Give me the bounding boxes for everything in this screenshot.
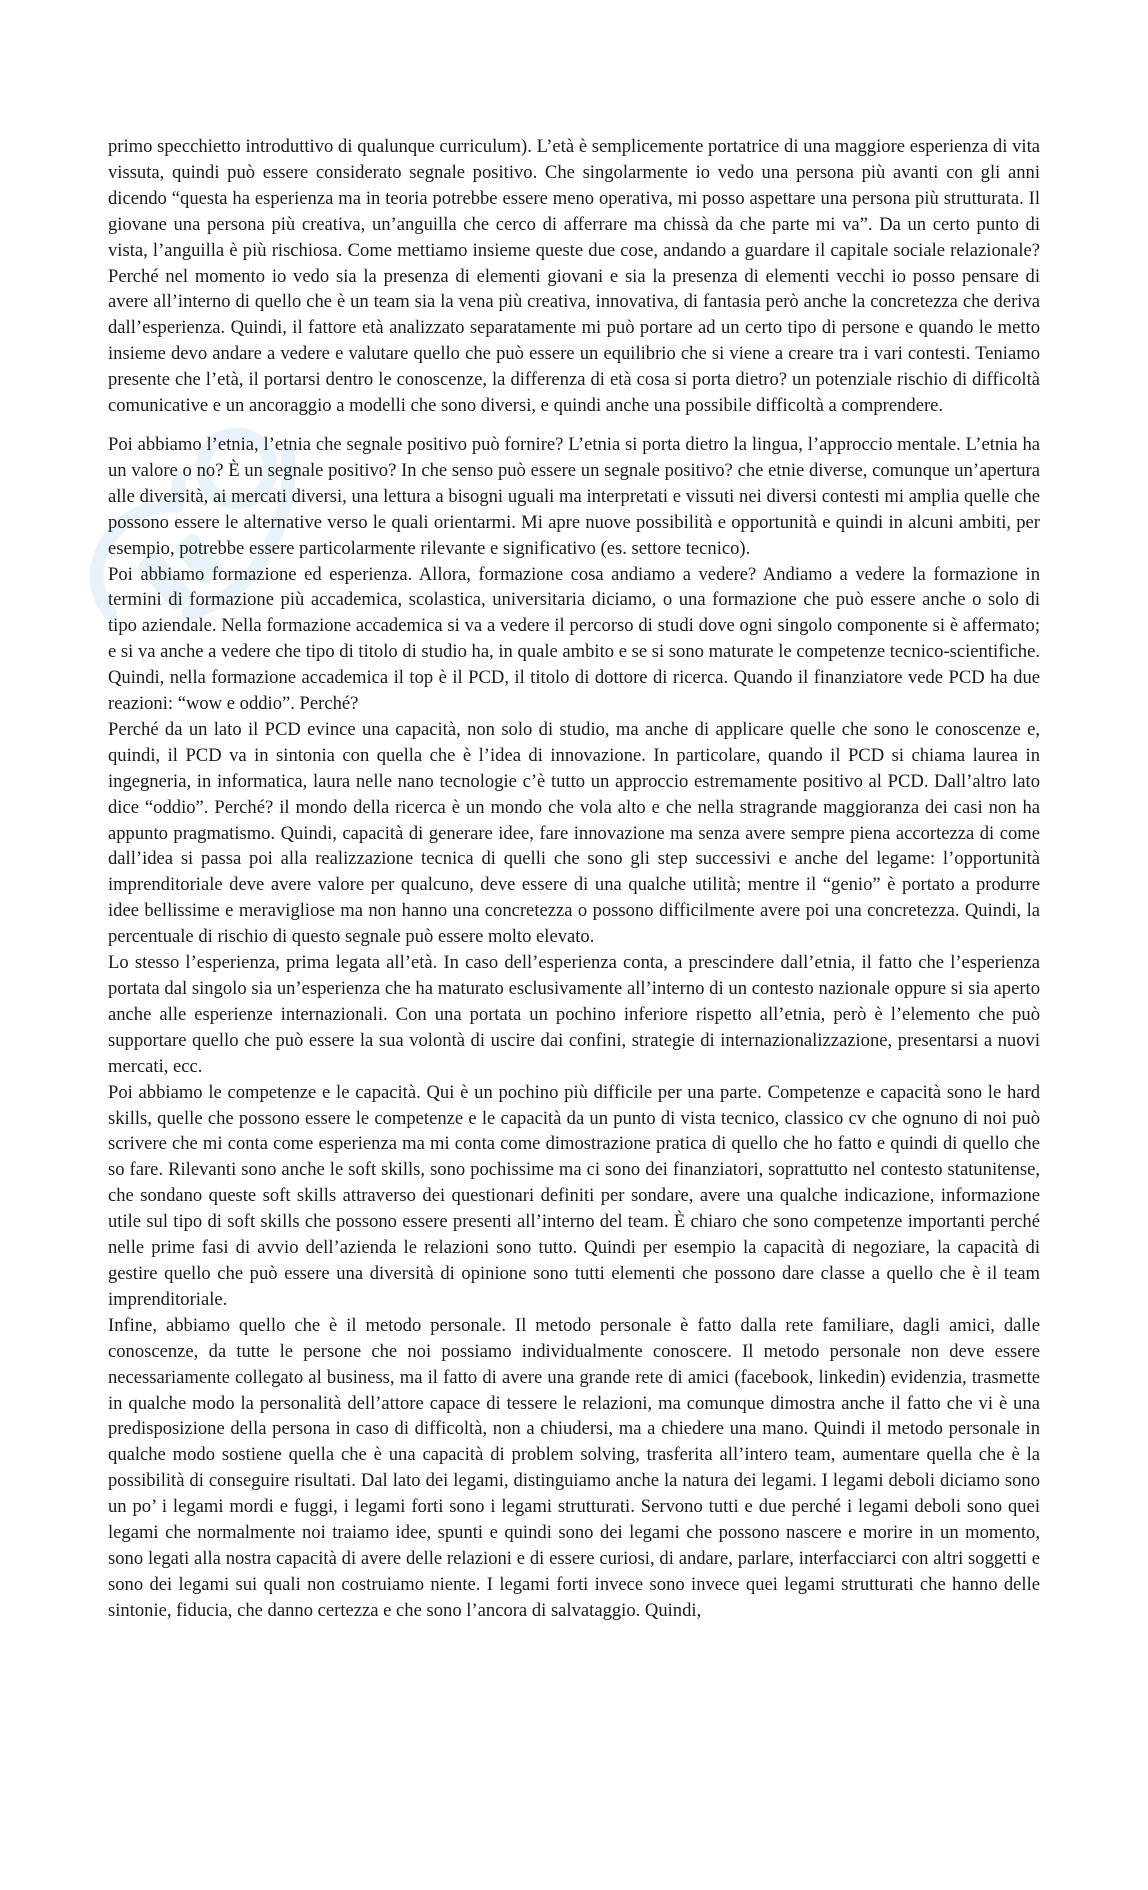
- paragraph-pcd: Perché da un lato il PCD evince una capacità, non solo di studio, ma anche di applicare quelle che sono le conoscenze e, quindi, il PCD va in sintonia con quella che è l’idea di innovazione. In particolare, quando il PCD si chiama laurea in ingegneria, in informatica, laura nelle nano tecnologie c’è tutto un approccio estremamente positivo al PCD. Dall’altro lato dice “oddio”. Perché? il mondo della ricerca è un mondo che vola alto e che nella stragrande maggioranza dei casi non ha appunto pragmatismo. Quindi, capacità di generare idee, fare innovazione ma senza avere sempre piena accortezza di come dall’idea si passa poi alla realizzazione tecnica di quelli che sono gli step successivi e anche del legame: l’opportunità imprenditoriale deve avere valore per qualcuno, deve essere di una qualche utilità; mentre il “genio” è portato a produrre idee bellissime e meravigliose ma non hanno una concretezza o possono difficilmente avere poi una concretezza. Quindi, la percentuale di rischio di questo segnale può essere molto elevato.: [108, 718, 1040, 948]
- document-page: [108, 134, 1040, 1624]
- paragraph-eta: primo specchietto introduttivo di qualunque curriculum). L’età è semplicemente portatrice di una maggiore esperienza di vita vissuta, quindi può essere considerato segnale positivo. Che singolarmente io vedo una persona più avanti con gli anni dicendo “questa ha esperienza ma in teoria potrebbe essere meno operativa, mi posso aspettare una persona più strutturata. Il giovane una persona più creativa, un’anguilla che cerco di afferrare ma chissà da che parte mi va”. Da un certo punto di vista, l’anguilla è più rischiosa. Come mettiamo insieme queste due cose, andando a guardare il capitale sociale relazionale? Perché nel momento io vedo sia la presenza di elementi giovani e sia la presenza di elementi vecchi io posso pensare di avere all’interno di quello che è un team sia la vena più creativa, innovativa, di fantasia però anche la concretezza che deriva dall’esperienza. Quindi, il fattore età analizzato separatamente mi può portare ad un certo tipo di persone e quando le metto insieme devo andare a vedere e valutare quello che può essere un equilibrio che si viene a creare tra i vari contesti. Teniamo presente che l’età, il portarsi dentro le conoscenze, la differenza di età cosa si porta dietro? un potenziale rischio di difficoltà comunicative e un ancoraggio a modelli che sono diversi, e quindi anche una possibile difficoltà a comprendere.: [108, 136, 1040, 417]
- paragraph-esperienza: Lo stesso l’esperienza, prima legata all’età. In caso dell’esperienza conta, a prescindere dall’etnia, il fatto che l’esperienza portata dal singolo sia un’esperienza che ha maturato esclusivamente all’interno di un contesto nazionale oppure si sia aperto anche alle esperienze internazionali. Con una portata un pochino inferiore rispetto all’etnia, però è l’elemento che può supportare quello che può essere la sua volontà di uscire dai confini, strategie di internazionalizzazione, presentarsi a nuovi mercati, ecc.: [108, 952, 1040, 1077]
- paragraph-metodo-personale: Infine, abbiamo quello che è il metodo personale. Il metodo personale è fatto dalla rete familiare, dagli amici, dalle conoscenze, da tutte le persone che noi possiamo individualmente conoscere. Il metodo personale non deve essere necessariamente collegato al business, ma il fatto di avere una grande rete di amici (facebook, linkedin) evidenzia, trasmette in qualche modo la personalità dell’attore capace di tessere le relazioni, ma comunque dimostra anche il fatto che vi è una predisposizione della persona in caso di difficoltà, non a chiudersi, ma a chiedere una mano. Quindi il metodo personale in qualche modo sostiene quella che è una capacità di problem solving, trasferita all’intero team, aumentare quella che è la possibilità di conseguire risultati. Dal lato dei legami, distinguiamo anche la natura dei legami. I legami deboli diciamo sono un po’ i legami mordi e fuggi, i legami forti sono i legami strutturati. Servono tutti e due perché i legami deboli sono quei legami che normalmente noi traiamo idee, spunti e quindi sono dei legami che possono nascere e morire in un momento, sono legati alla nostra capacità di avere delle relazioni e di essere curiosi, di andare, parlare, interfacciarci con altri soggetti e sono dei legami sui quali non costruiamo niente. I legami forti invece sono invece quei legami strutturati che hanno delle sintonie, fiducia, che danno certezza e che sono l’ancora di salvataggio. Quindi,: [108, 1314, 1040, 1621]
- paragraph-competenze: Poi abbiamo le competenze e le capacità. Qui è un pochino più difficile per una parte. Competenze e capacità sono le hard skills, quelle che possono essere le competenze e le capacità da un punto di vista tecnico, classico cv che ognuno di noi può scrivere che mi conta come esperienza ma mi conta come dimostrazione pratica di quello che ho fatto e quindi di quello che so fare. Rilevanti sono anche le soft skills, sono pochissime ma ci sono dei finanziatori, soprattutto nel contesto statunitense, che sondano queste soft skills attraverso dei questionari definiti per sondare, avere una qualche indicazione, informazione utile sul tipo di soft skills che possono essere presenti all’interno del team. È chiaro che sono competenze importanti perché nelle prime fasi di avvio dell’azienda le relazioni sono tutto. Quindi per esempio la capacità di negoziare, la capacità di gestire quello che può essere una diversità di opinione sono tutti elementi che possono dare classe a quello che è il team imprenditoriale.: [108, 1081, 1040, 1310]
- paragraph-formazione: Poi abbiamo formazione ed esperienza. Allora, formazione cosa andiamo a vedere? Andiamo a vedere la formazione in termini di formazione più accademica, scolastica, universitaria diciamo, o una formazione che può essere anche o solo di tipo aziendale. Nella formazione accademica si va a vedere il percorso di studi dove ogni singolo componente si è affermato; e si va anche a vedere che tipo di titolo di studio ha, in quale ambito e se si sono maturate le competenze tecnico-scientifiche. Quindi, nella formazione accademica il top è il PCD, il titolo di dottore di ricerca. Quando il finanziatore vede PCD ha due reazioni: “wow e oddio”. Perché?: [108, 563, 1040, 715]
- paragraph-etnia: Poi abbiamo l’etnia, l’etnia che segnale positivo può fornire? L’etnia si porta dietro la lingua, l’approccio mentale. L’etnia ha un valore o no? È un segnale positivo? In che senso può essere un segnale positivo? che etnie diverse, comunque un’apertura alle diversità, ai mercati diversi, una lettura a bisogni uguali ma interpretati e vissuti nei diversi contesti mi amplia quelle che possono essere le alternative verso le quali orientarmi. Mi apre nuove possibilità e opportunità e quindi in alcuni ambiti, per esempio, potrebbe essere particolarmente rilevante e significativo (es. settore tecnico).: [108, 433, 1040, 559]
